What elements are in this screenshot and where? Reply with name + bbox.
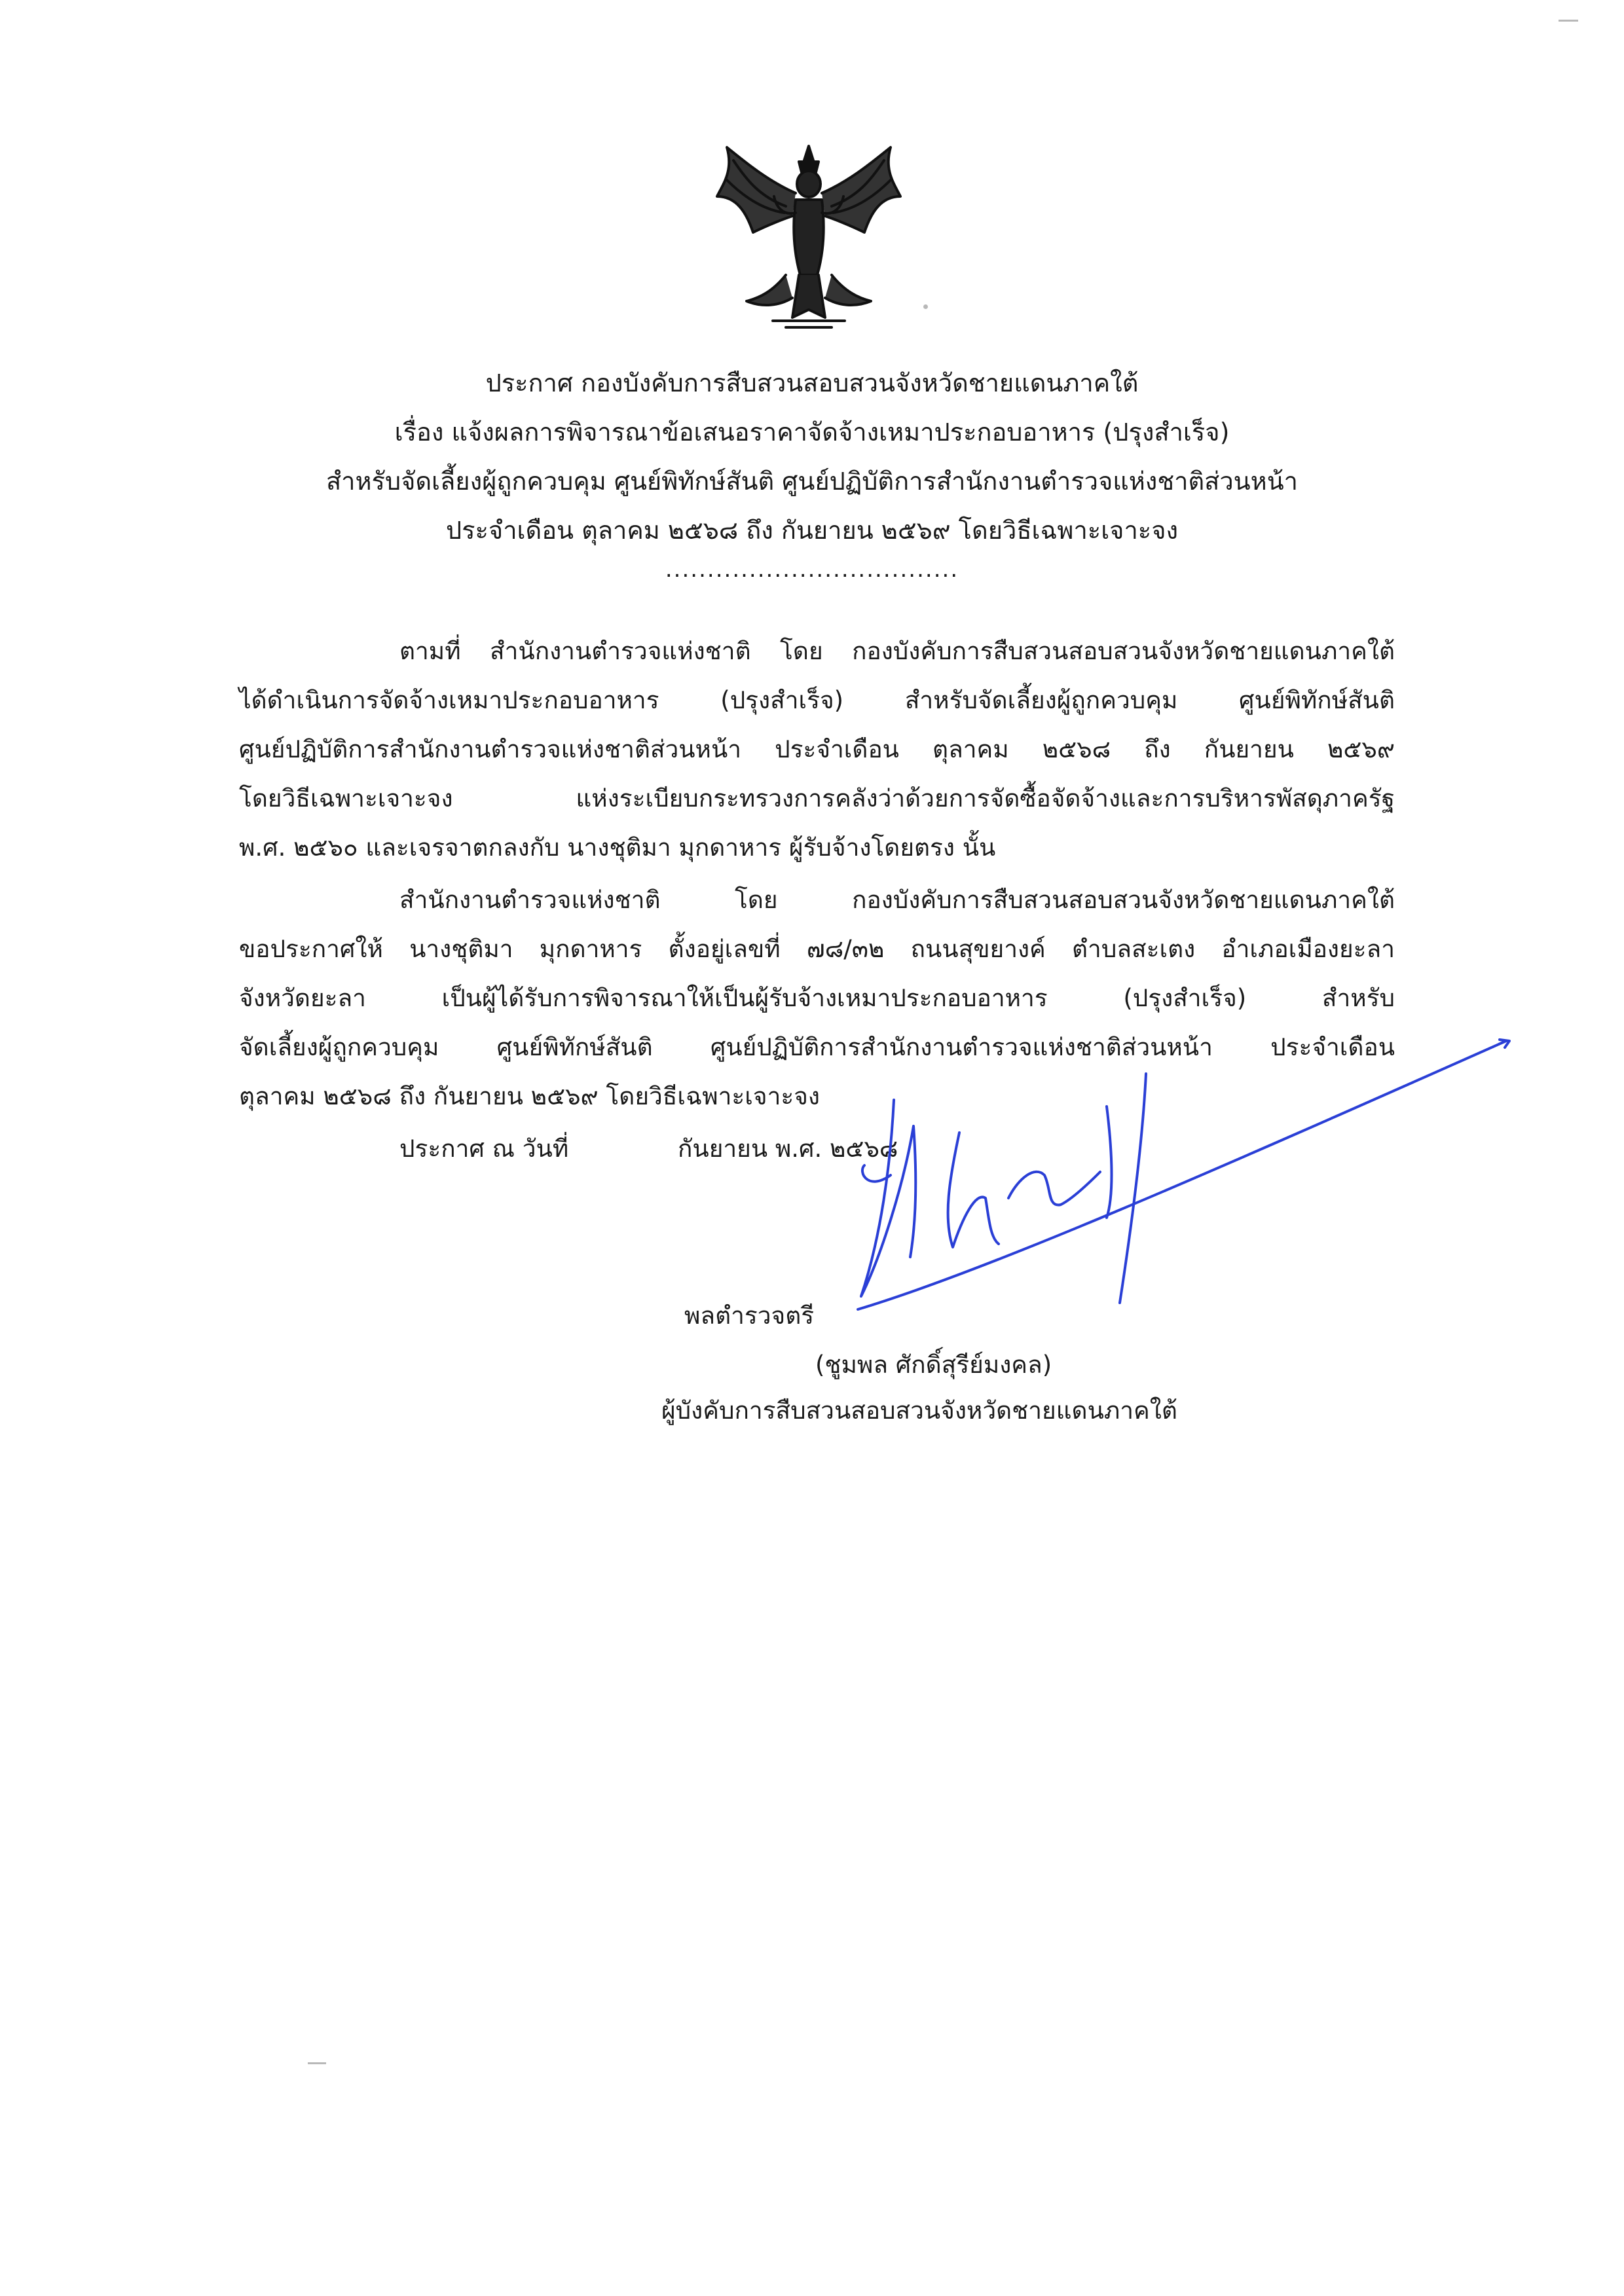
scan-speck <box>308 2062 326 2064</box>
signer-name: (ชูมพล ศักดิ์สุรีย์มงคล) <box>815 1351 1052 1379</box>
signer-position: ผู้บังคับการสืบสวนสอบสวนจังหวัดชายแดนภาคใต้ <box>661 1396 1177 1425</box>
announcement-subject-line-3: ประจำเดือน ตุลาคม ๒๕๖๘ ถึง กันยายน ๒๕๖๙ โดยวิธีเฉพาะเจาะจง <box>445 516 1179 545</box>
heading-separator: ................................... <box>665 556 959 583</box>
scan-speck <box>923 304 928 309</box>
paragraph-2-line-3: จังหวัดยะลา เป็นผู้ได้รับการพิจารณาให้เป็นผู้รับจ้างเหมาประกอบอาหาร (ปรุงสำเร็จ) สำหรับ <box>239 984 1395 1012</box>
paragraph-1-line-5: พ.ศ. ๒๕๖๐ และเจรจาตกลงกับ นางชุติมา มุกดาหาร ผู้รับจ้างโดยตรง นั้น <box>239 833 996 862</box>
signer-rank: พลตำรวจตรี <box>684 1302 815 1330</box>
date-label: ประกาศ ณ วันที่ <box>399 1135 569 1163</box>
garuda-emblem-icon <box>707 134 910 337</box>
date-value: กันยายน พ.ศ. ๒๕๖๘ <box>678 1135 898 1163</box>
paragraph-2-line-1: สำนักงานตำรวจแห่งชาติ โดย กองบังคับการสืบสวนสอบสวนจังหวัดชายแดนภาคใต้ <box>399 886 1395 914</box>
announcement-subject: เรื่อง แจ้งผลการพิจารณาข้อเสนอราคาจัดจ้างเหมาประกอบอาหาร (ปรุงสำเร็จ) <box>394 418 1230 446</box>
paragraph-1-line-3: ศูนย์ปฏิบัติการสำนักงานตำรวจแห่งชาติส่วนหน้า ประจำเดือน ตุลาคม ๒๕๖๘ ถึง กันยายน ๒๕๖๙ <box>239 735 1395 763</box>
announcement-subject-line-2: สำหรับจัดเลี้ยงผู้ถูกควบคุม ศูนย์พิทักษ์สันติ ศูนย์ปฏิบัติการสำนักงานตำรวจแห่งชาติส่วนหน้า <box>325 467 1299 496</box>
announcement-title: ประกาศ กองบังคับการสืบสวนสอบสวนจังหวัดชายแดนภาคใต้ <box>485 369 1139 397</box>
paragraph-2-line-4: จัดเลี้ยงผู้ถูกควบคุม ศูนย์พิทักษ์สันติ ศูนย์ปฏิบัติการสำนักงานตำรวจแห่งชาติส่วนหน้า ประจำเดือน <box>239 1033 1395 1061</box>
paragraph-1-line-4: โดยวิธีเฉพาะเจาะจง แห่งระเบียบกระทรวงการคลังว่าด้วยการจัดซื้อจัดจ้างและการบริหารพัสดุภาครัฐ <box>239 784 1395 812</box>
paragraph-2-line-5: ตุลาคม ๒๕๖๘ ถึง กันยายน ๒๕๖๙ โดยวิธีเฉพาะเจาะจง <box>239 1082 820 1110</box>
paragraph-2-line-2: ขอประกาศให้ นางชุติมา มุกดาหาร ตั้งอยู่เลขที่ ๗๘/๓๒ ถนนสุขยางค์ ตำบลสะเตง อำเภอเมืองยะลา <box>239 935 1395 963</box>
scan-speck <box>1559 20 1578 22</box>
handwritten-signature <box>819 1021 1526 1349</box>
paragraph-1-line-2: ได้ดำเนินการจัดจ้างเหมาประกอบอาหาร (ปรุงสำเร็จ) สำหรับจัดเลี้ยงผู้ถูกควบคุม ศูนย์พิทักษ์สันติ <box>239 686 1395 714</box>
paragraph-1-line-1: ตามที่ สำนักงานตำรวจแห่งชาติ โดย กองบังคับการสืบสวนสอบสวนจังหวัดชายแดนภาคใต้ <box>399 637 1395 665</box>
